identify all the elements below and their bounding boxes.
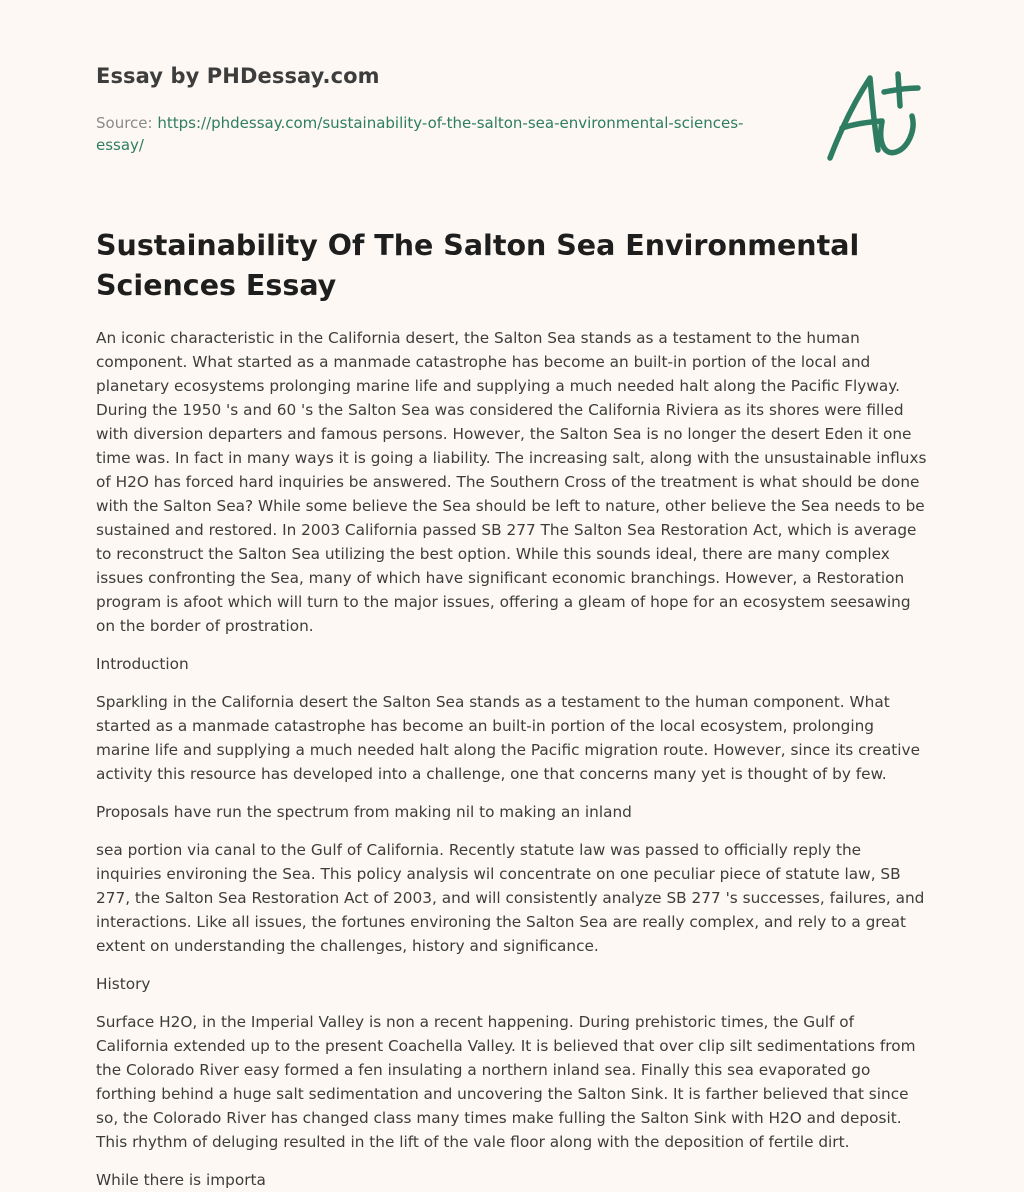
essay-title: Sustainability Of The Salton Sea Environmental Sciences Essay: [96, 229, 860, 302]
essay-body: [96, 326, 928, 1192]
abstract-paragraph: An iconic characteristic in the California desert, the Salton Sea stands as a testament to the human component. What started as a manmade catastrophe has become an built-in portion of the local and planetary ecosystems prolonging marine life and supplying a much needed halt along the Pacific Flyway. During the 1950 's and 60 's the Salton Sea was considered the California Riviera as its shores were filled with diversion departers and famous persons. However, the Salton Sea is no longer the desert Eden it one time was. In fact in many ways it is going a liability. The increasing salt, along with the unsustainable influxs of H2O has forced hard inquiries be answered. The Southern Cross of the treatment is what should be done with the Salton Sea? While some believe the Sea should be left to nature, other believe the Sea needs to be sustained and restored. In 2003 California passed SB 277 The Salton Sea Restoration Act, which is average to reconstruct the Salton Sea utilizing the best option. While this sounds ideal, there are many complex issues confronting the Sea, many of which have significant economic branchings. However, a Restoration program is afoot which will turn to the major issues, offering a gleam of hope for an ecosystem seesawing on the border of prostration.: [96, 329, 927, 635]
source-label: Source:: [96, 114, 153, 132]
a-plus-grade-icon: [824, 66, 928, 166]
history-paragraph-2: While there is importa: [96, 1171, 266, 1189]
introduction-heading: Introduction: [96, 655, 189, 673]
page-header: [96, 0, 928, 190]
source-link[interactable]: https://phdessay.com/sustainability-of-the-salton-sea-environmental-sciences-essay/: [96, 114, 744, 154]
source-line: [96, 112, 756, 156]
introduction-paragraph-2: Proposals have run the spectrum from making nil to making an inland: [96, 803, 632, 821]
history-heading: History: [96, 975, 151, 993]
introduction-paragraph-3: sea portion via canal to the Gulf of California. Recently statute law was passed to officially reply the inquiries environing the Sea. This policy analysis wil concentrate on one peculiar piece of statute law, SB 277, the Salton Sea Restoration Act of 2003, and will consistently analyze SB 277 's successes, failures, and interactions. Like all issues, the fortunes environing the Salton Sea are really complex, and rely to a great extent on understanding the challenges, history and significance.: [96, 841, 925, 955]
history-paragraph-1: Surface H2O, in the Imperial Valley is non a recent happening. During prehistoric times, the Gulf of California extended up to the present Coachella Valley. It is believed that over clip silt sedimentations from the Colorado River easy formed a fen insulating a northern inland sea. Finally this sea evaporated go forthing behind a huge salt sedimentation and uncovering the Salton Sink. It is farther believed that since so, the Colorado River has changed class many times make fulling the Salton Sink with H2O and deposit. This rhythm of deluging resulted in the lift of the vale floor along with the deposition of fertile dirt.: [96, 1013, 916, 1151]
introduction-paragraph-1: Sparkling in the California desert the Salton Sea stands as a testament to the human component. What started as a manmade catastrophe has become an built-in portion of the local ecosystem, prolonging marine life and supplying a much needed halt along the Pacific migration route. However, since its creative activity this resource has developed into a challenge, one that concerns many yet is thought of by few.: [96, 693, 920, 783]
site-title: Essay by PHDessay.com: [96, 64, 380, 88]
